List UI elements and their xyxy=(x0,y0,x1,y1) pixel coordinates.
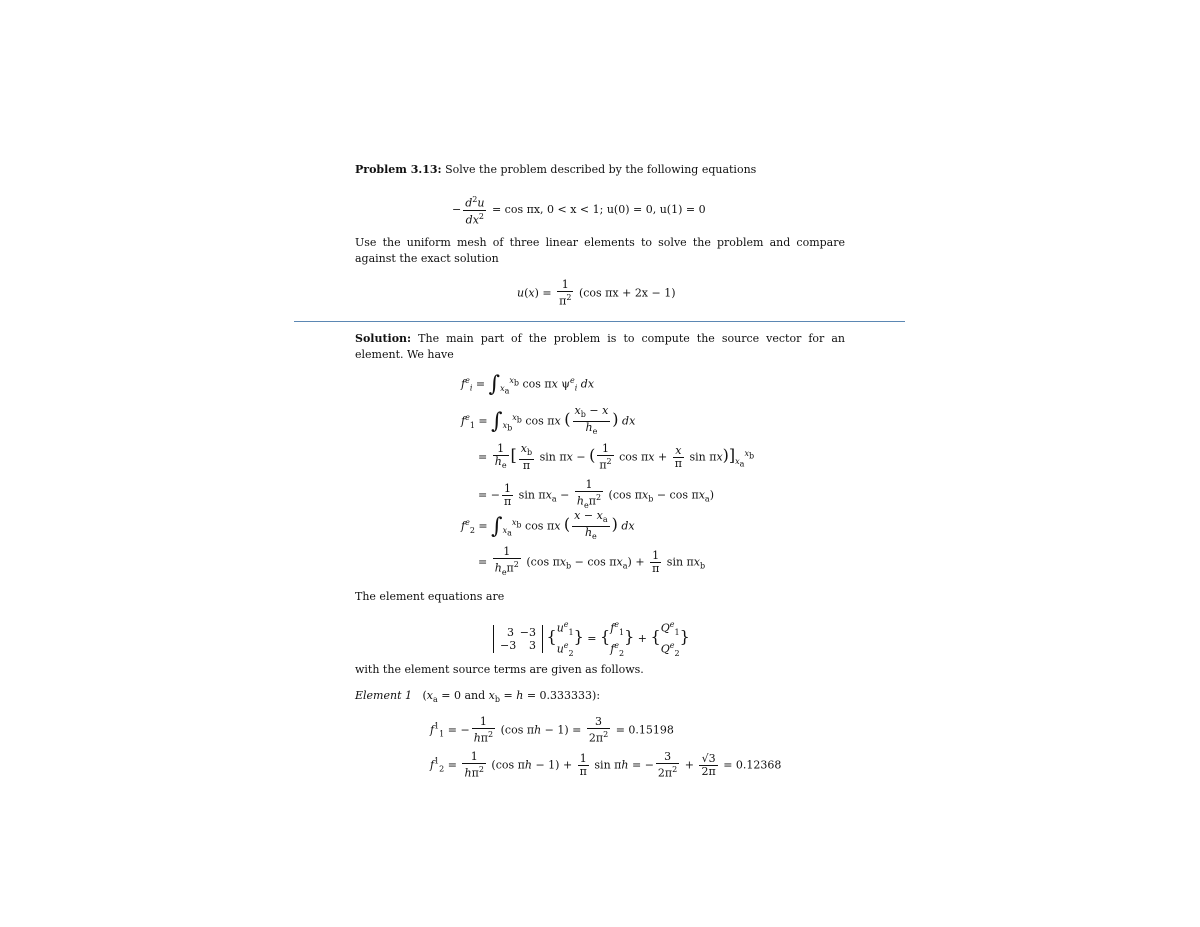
governing-equation: − $\frac{d^2u}{dx^2}$ = cos πx, 0 < x < 1; u(0) = 0, u(1) = 0 xyxy=(452,195,706,227)
problem-statement xyxy=(355,163,756,176)
problem-paragraph: Use the uniform mesh of three linear elements to solve the problem and compare against the exact solution xyxy=(355,236,845,265)
eq-f2: $f^e_2 = \int_{x_a}^{x_b}$ cos πx ( $\frac{x - x_a}{h_e}$ ) dx xyxy=(461,509,635,542)
eq-f21: $f^1_2$ = $\frac{1}{h\pi^2}$ (cos πh − 1) + $\frac{1}{\pi}$ sin πh = − $\frac{3}{2\pi^2}$ + $\frac{√3}{2\pi}$ = 0.12368 xyxy=(430,750,782,780)
eq-f1-step2: = $\frac{1}{h_e}$ [ $\frac{x_b}{\pi}$ sin πx − ( $\frac{1}{\pi^2}$ cos πx + $\frac{x}{\pi}$ $\sin \pi x)]_{x_a}^{x_b}$ xyxy=(478,442,755,473)
governing-equation-rhs: = cos πx, 0 < x < 1; u(0) = 0, u(1) = 0 xyxy=(491,203,706,217)
element1-heading: Element 1 ($x_a = 0$ and $x_b = h = 0.333333$): xyxy=(355,689,601,705)
matrix-row-1: 3 −3 xyxy=(507,625,536,639)
eq-f1-step3: = − $\frac{1}{\pi}$ $\sin \pi x_a$ − $\frac{1}{h_e\pi^2}$ (cos $\pi x_b - \cos \pi x_a$) xyxy=(478,478,714,510)
eq-f2-step2: = $\frac{1}{h_e\pi^2}$ (cos $\pi x_b - \cos \pi x_a$) + $\frac{1}{\pi}$ $\sin \pi x_b$ xyxy=(478,545,706,577)
source-terms-text: with the element source terms are given as follows. xyxy=(355,663,644,676)
exact-solution: u(x) = $\frac{1}{\pi^2}$ (cos πx + 2x − 1) xyxy=(517,278,676,308)
problem-intro: Solve the problem described by the following equations xyxy=(445,163,757,176)
eq-f11: $f^1_1$ = − $\frac{1}{h\pi^2}$ (cos πh − 1) = $\frac{3}{2\pi^2}$ = 0.15198 xyxy=(430,715,674,745)
eq-fi: $f^e_i = \int_{x_a}^{x_b}$ cos πx $\psi^e_i$ dx xyxy=(461,372,595,397)
solution-paragraph xyxy=(355,331,845,363)
matrix-row-2: −3 3 xyxy=(500,638,536,652)
section-divider xyxy=(294,321,905,322)
element1-label: Element 1 xyxy=(355,689,412,702)
solution-heading: Solution: xyxy=(355,332,412,345)
element-matrix-equation: 3 −3 −3 3 {$u^e_1$ $u^e_2\} = \{f^e_1$ $f^e_2\} + \{Q^e_1$ $Q^e_2$} xyxy=(493,618,690,660)
eq-f1: $f^e_1 = \int_{x_b}^{x_b}$ cos πx ( $\frac{x_b - x}{h_e}$ ) dx xyxy=(461,404,636,437)
solution-intro: The main part of the problem is to compute the source vector for an element. We have xyxy=(355,332,845,361)
problem-heading: Problem 3.13: xyxy=(355,163,442,176)
element-equations-text: The element equations are xyxy=(355,590,505,603)
exact-solution-rhs: (cos πx + 2x − 1) xyxy=(578,286,676,300)
f21-value: = 0.12368 xyxy=(723,758,782,772)
f11-value: = 0.15198 xyxy=(615,723,674,737)
